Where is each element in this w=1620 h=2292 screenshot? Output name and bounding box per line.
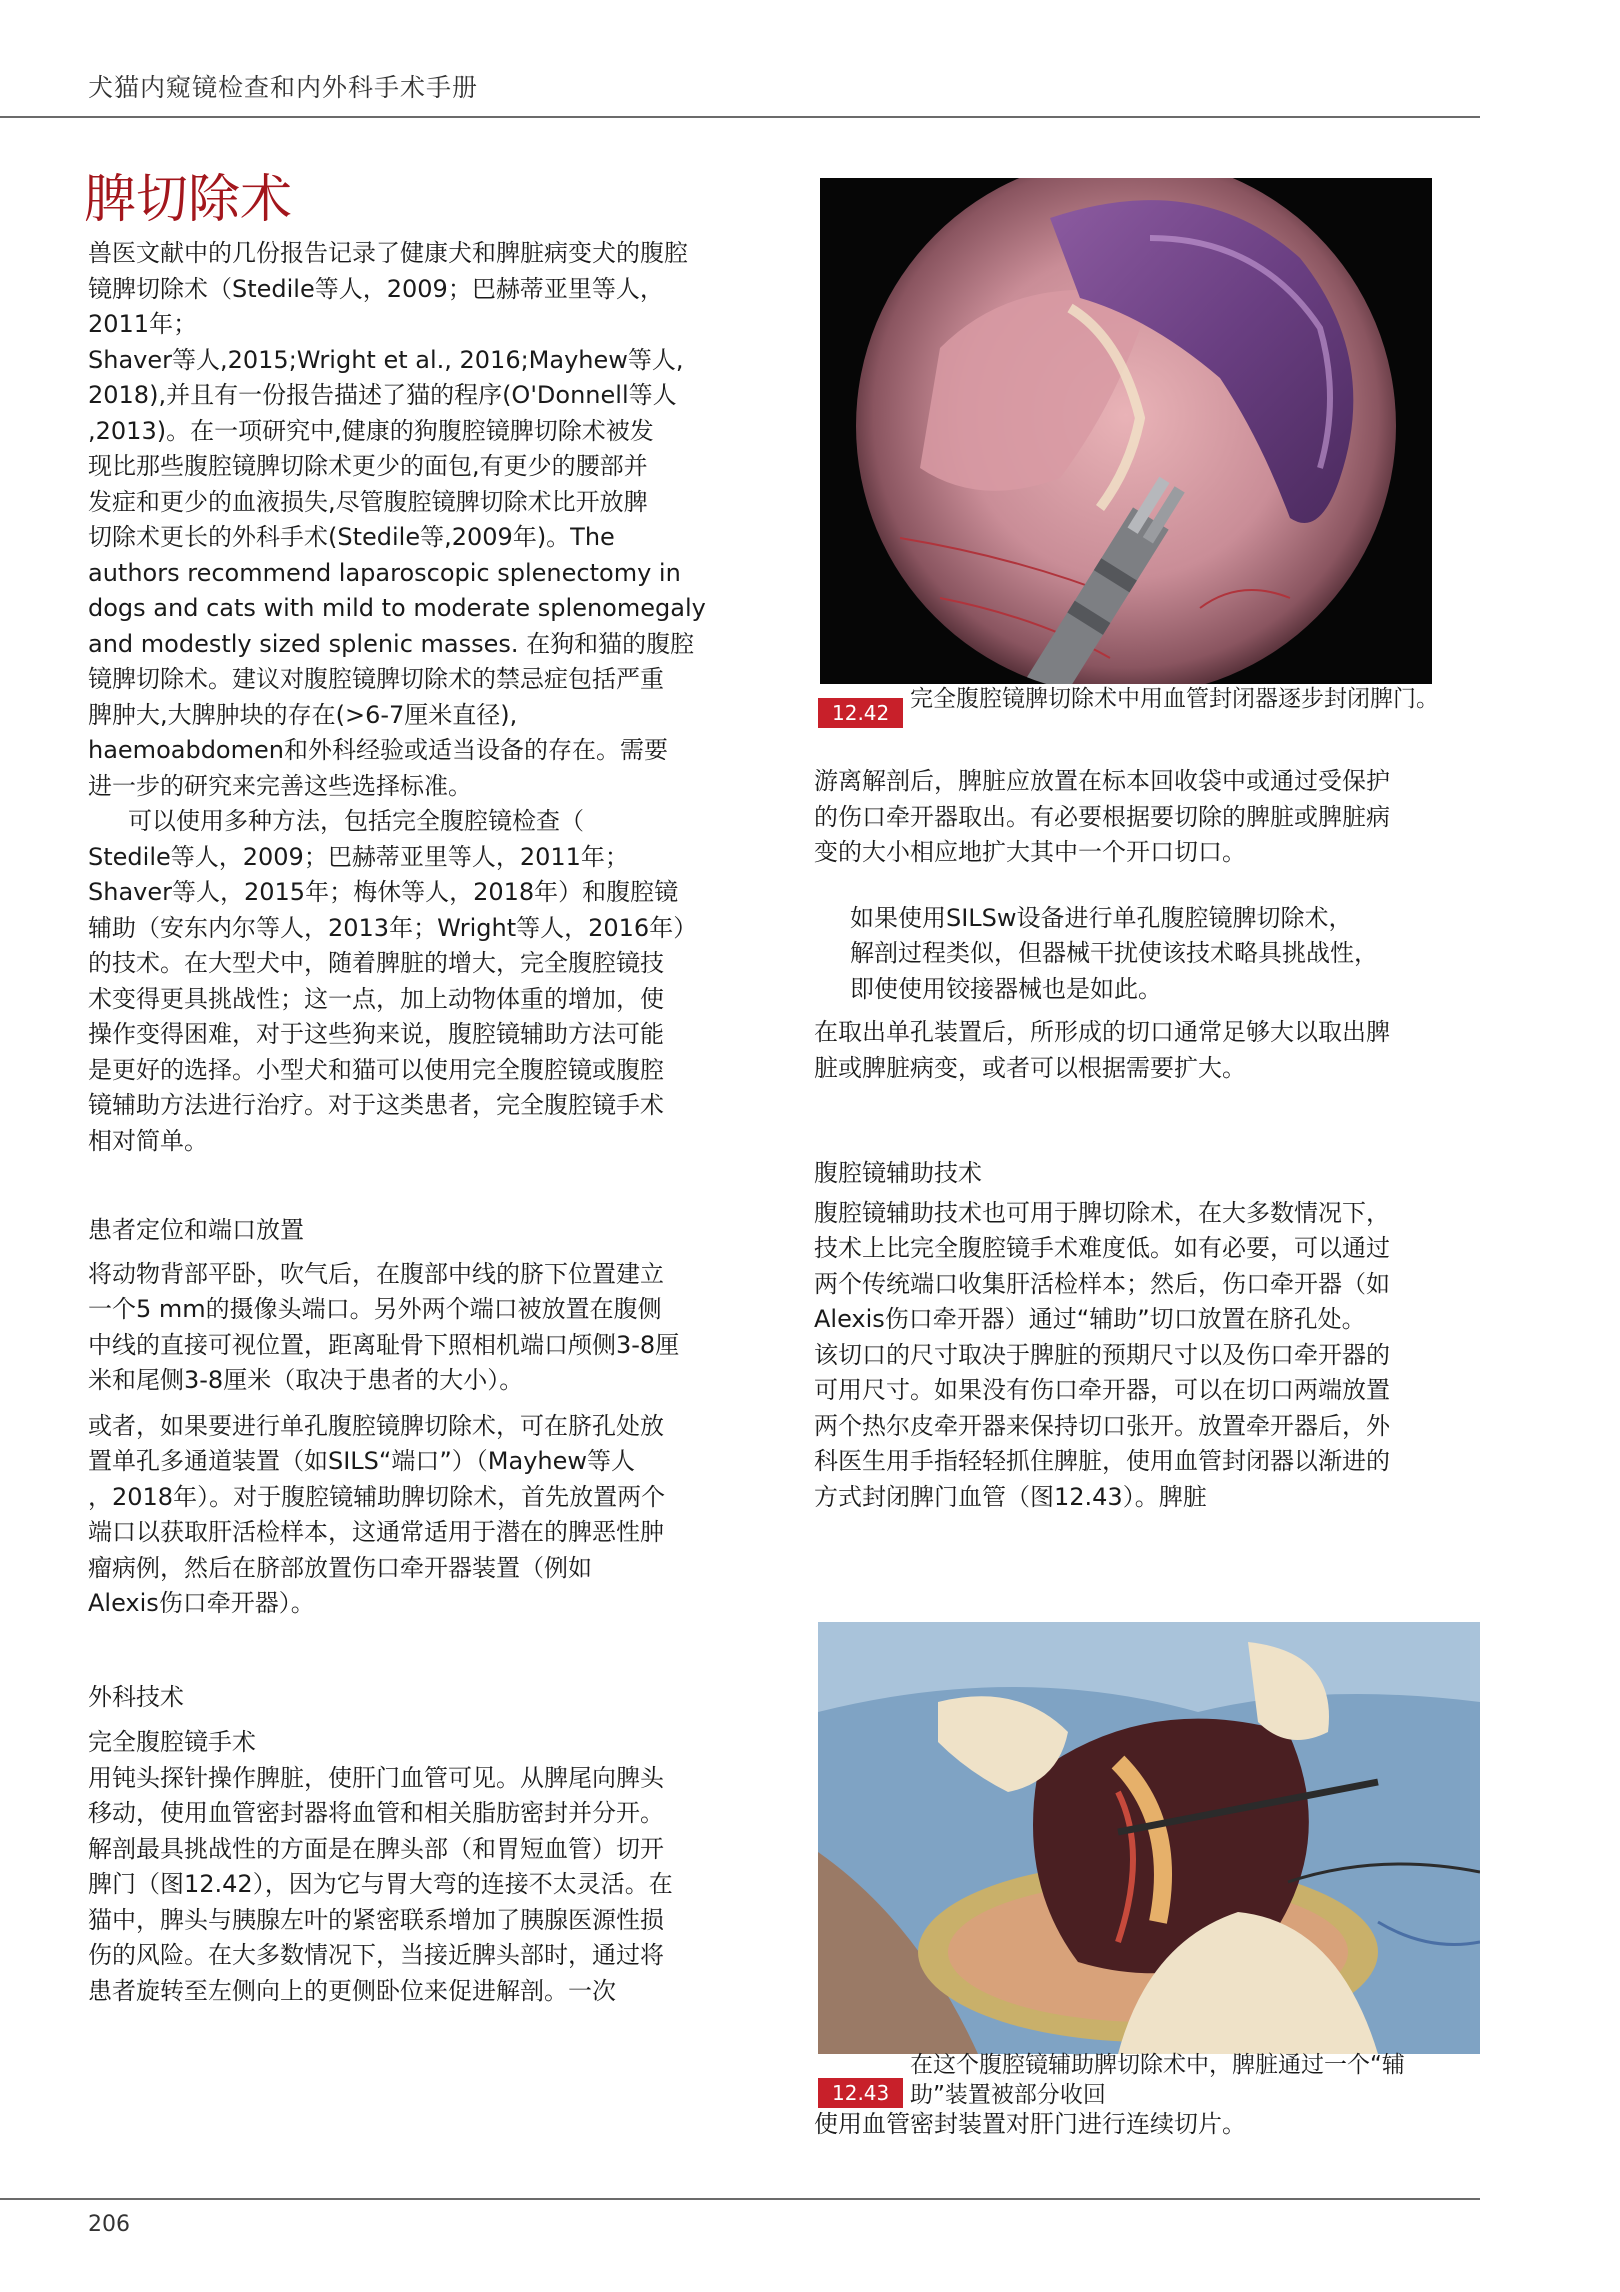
text-line: 2018),并且有一份报告描述了猫的程序(O'Donnell等人: [88, 381, 677, 409]
text-line: Alexis伤口牵开器）通过“辅助”切口放置在脐孔处。: [814, 1305, 1366, 1333]
text-line: 技术上比完全腹腔镜手术难度低。如有必要，可以通过: [814, 1234, 1390, 1262]
text-line: 术变得更具挑战性；这一点，加上动物体重的增加，使: [88, 984, 664, 1013]
text-line: 瘤病例，然后在脐部放置伤口牵开器装置（例如: [88, 1553, 592, 1582]
text-line: 游离解剖后，脾脏应放置在标本回收袋中或通过受保护: [814, 767, 1390, 795]
sils-paragraph: [814, 901, 1474, 1008]
header-divider: [0, 116, 1480, 118]
text-line: 解剖最具挑战性的方面是在脾头部（和胃短血管）切开: [88, 1834, 664, 1863]
single-port-paragraph: [88, 1409, 748, 1622]
figure-12-42-image: [820, 178, 1432, 684]
text-line: 解剖过程类似，但器械干扰使该技术略具挑战性，: [850, 939, 1378, 967]
figure-number-badge: 12.42: [818, 698, 903, 728]
text-line: 进一步的研究来完善这些选择标准。: [88, 771, 472, 800]
text-line: 腹腔镜辅助技术也可用于脾切除术，在大多数情况下，: [814, 1198, 1390, 1227]
text-line: dogs and cats with mild to moderate splenomegaly: [88, 594, 706, 622]
left-column: [88, 236, 748, 2009]
figure-12-42-caption: 完全腹腔镜脾切除术中用血管封闭器逐步封闭脾门。: [910, 686, 1439, 712]
text-line: Shaver等人，2015年；梅休等人，2018年）和腹腔镜: [88, 878, 679, 906]
text-line: 在这个腹腔镜辅助脾切除术中，脾脏通过一个“辅: [910, 2052, 1405, 2078]
text-line: 端口以获取肝活检样本，这通常适用于潜在的脾恶性肿: [88, 1518, 664, 1546]
figure-12-43-caption: [910, 2050, 1482, 2110]
text-line: 移动，使用血管密封器将血管和相关脂肪密封并分开。: [88, 1799, 664, 1827]
chapter-title: 脾切除术: [84, 170, 293, 230]
figure-12-43-trailing-line: 使用血管密封装置对肝门进行连续切片。: [814, 2110, 1246, 2138]
text-line: 现比那些腹腔镜脾切除术更少的面包,有更少的腰部并: [88, 452, 648, 480]
figure-number-badge: 12.43: [818, 2078, 903, 2108]
text-line: 操作变得困难，对于这些狗来说，腹腔镜辅助方法可能: [88, 1020, 664, 1048]
text-line: 两个热尔皮牵开器来保持切口张开。放置牵开器后，外: [814, 1411, 1390, 1440]
text-line: authors recommend laparoscopic splenectomy in: [88, 558, 681, 587]
text-line: 米和尾侧3-8厘米（取决于患者的大小）。: [88, 1366, 524, 1394]
text-line: 一个5 mm的摄像头端口。另外两个端口被放置在腹侧: [88, 1295, 662, 1323]
text-line: 脾肿大,大脾肿块的存在(>6-7厘米直径),: [88, 700, 518, 729]
text-line: Stedile等人，2009；巴赫蒂亚里等人，2011年；: [88, 842, 629, 871]
endoscopic-view-illustration: [820, 178, 1432, 684]
text-line: 的技术。在大型犬中，随着脾脏的增大，完全腹腔镜技: [88, 949, 664, 977]
text-line: 如果使用SILSw设备进行单孔腹腔镜脾切除术，: [850, 903, 1353, 932]
text-line: 相对简单。: [88, 1126, 208, 1155]
text-line: 患者旋转至左侧向上的更侧卧位来促进解剖。一次: [88, 1976, 616, 2005]
surgical-heading: 外科技术: [88, 1682, 184, 1711]
positioning-heading: 患者定位和端口放置: [88, 1216, 304, 1244]
surgical-paragraph: [88, 1761, 748, 2010]
text-line: 在取出单孔装置后，所形成的切口通常足够大以取出脾: [814, 1018, 1390, 1046]
right-column: [814, 764, 1474, 1515]
intro-paragraph: [88, 236, 748, 804]
text-line: Shaver等人,2015;Wright et al., 2016;Mayhew等人,: [88, 345, 684, 374]
text-line: 可以使用多种方法，包括完全腹腔镜检查（: [128, 807, 584, 835]
text-line: ，2018年）。对于腹腔镜辅助脾切除术，首先放置两个: [88, 1482, 666, 1511]
text-line: 中线的直接可视位置，距离耻骨下照相机端口颅侧3-8厘: [88, 1330, 680, 1359]
text-line: 伤的风险。在大多数情况下，当接近脾头部时，通过将: [88, 1941, 664, 1969]
surgical-field-illustration: [818, 1622, 1480, 2054]
text-line: 科医生用手指轻轻抓住脾脏，使用血管封闭器以渐进的: [814, 1447, 1390, 1475]
text-line: 2011年；: [88, 310, 198, 338]
text-line: 即使使用铰接器械也是如此。: [850, 974, 1162, 1003]
text-line: 辅助（安东内尔等人，2013年；Wright等人，2016年）: [88, 913, 698, 942]
assisted-heading: 腹腔镜辅助技术: [814, 1159, 982, 1187]
text-line: 用钝头探针操作脾脏，使肝门血管可见。从脾尾向脾头: [88, 1763, 664, 1792]
text-line: Alexis伤口牵开器）。: [88, 1589, 315, 1617]
text-line: 助”装置被部分收回: [910, 2082, 1106, 2108]
text-line: 是更好的选择。小型犬和猫可以使用完全腹腔镜或腹腔: [88, 1055, 664, 1084]
text-line: 镜脾切除术。建议对腹腔镜脾切除术的禁忌症包括严重: [88, 665, 664, 693]
text-line: 将动物背部平卧，吹气后，在腹部中线的脐下位置建立: [88, 1259, 664, 1288]
text-line: 变的大小相应地扩大其中一个开口切口。: [814, 838, 1246, 866]
text-line: 的伤口牵开器取出。有必要根据要切除的脾脏或脾脏病: [814, 802, 1390, 831]
page-number: 206: [88, 2212, 130, 2237]
text-line: 兽医文献中的几份报告记录了健康犬和脾脏病变犬的腹腔: [88, 239, 688, 267]
positioning-paragraph: [88, 1257, 748, 1399]
text-line: 切除术更长的外科手术(Stedile等,2009年)。The: [88, 523, 615, 551]
total-lap-heading: 完全腹腔镜手术: [88, 1728, 256, 1756]
running-header: 犬猫内窥镜检查和内外科手术手册: [88, 73, 479, 102]
text-line: 两个传统端口收集肝活检样本；然后，伤口牵开器（如: [814, 1269, 1390, 1298]
text-line: 可用尺寸。如果没有伤口牵开器，可以在切口两端放置: [814, 1376, 1390, 1404]
text-line: 该切口的尺寸取决于脾脏的预期尺寸以及伤口牵开器的: [814, 1340, 1390, 1369]
text-line: 脾门（图12.42），因为它与胃大弯的连接不太灵活。在: [88, 1870, 673, 1898]
text-line: haemoabdomen和外科经验或适当设备的存在。需要: [88, 736, 668, 764]
figure-12-43-image: [818, 1622, 1480, 2054]
text-line: and modestly sized splenic masses. 在狗和猫的腹腔: [88, 629, 695, 658]
removal-paragraph: [814, 764, 1474, 871]
text-line: 镜脾切除术（Stedile等人，2009；巴赫蒂亚里等人，: [88, 274, 664, 303]
text-line: 置单孔多通道装置（如SILS“端口”）（Mayhew等人: [88, 1447, 636, 1475]
text-line: 发症和更少的血液损失,尽管腹腔镜脾切除术比开放脾: [88, 487, 648, 516]
footer-divider: [0, 2198, 1480, 2200]
extraction-paragraph: [814, 1015, 1474, 1086]
text-line: ,2013)。在一项研究中,健康的狗腹腔镜脾切除术被发: [88, 416, 654, 445]
text-line: 或者，如果要进行单孔腹腔镜脾切除术，可在脐孔处放: [88, 1411, 664, 1440]
text-line: 猫中，脾头与胰腺左叶的紧密联系增加了胰腺医源性损: [88, 1905, 664, 1934]
methods-paragraph: [88, 804, 748, 1159]
text-line: 方式封闭脾门血管（图12.43）。脾脏: [814, 1482, 1207, 1511]
text-line: 脏或脾脏病变，或者可以根据需要扩大。: [814, 1053, 1246, 1082]
text-line: 镜辅助方法进行治疗。对于这类患者，完全腹腔镜手术: [88, 1091, 664, 1119]
assisted-paragraph: [814, 1196, 1474, 1516]
